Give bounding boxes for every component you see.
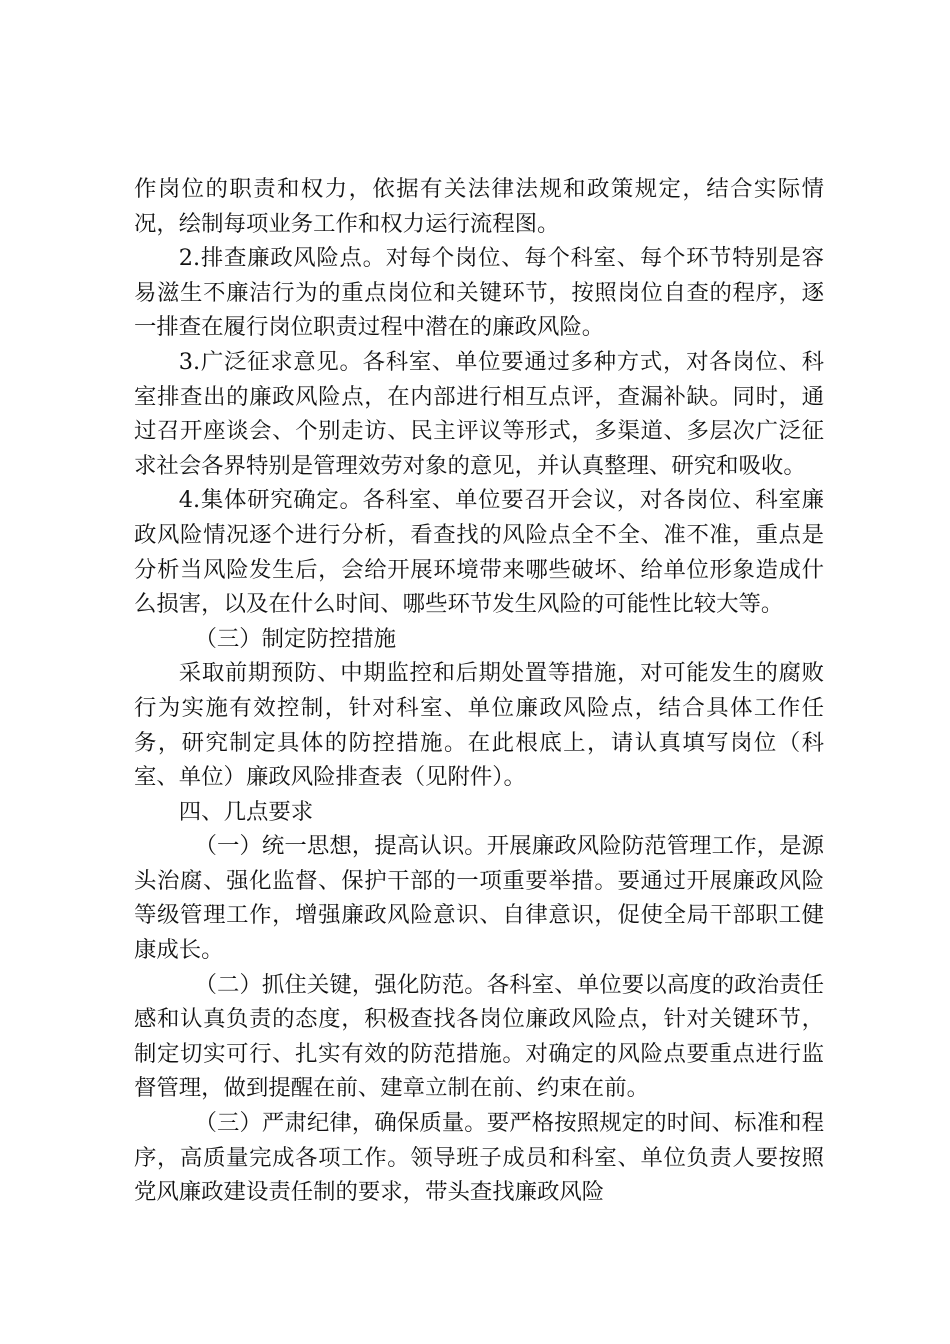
paragraph-item-2: 2.排查廉政风险点。对每个岗位、每个科室、每个环节特别是容易滋生不廉洁行为的重点岗位和关键环节，按照岗位自查的程序，逐一排查在履行岗位职责过程中潜在的廉政风险。 [134,245,824,341]
paragraph-item-3: 3.广泛征求意见。各科室、单位要通过多种方式，对各岗位、科室排查出的廉政风险点，在内部进行相互点评，查漏补缺。同时，通过召开座谈会、个别走访、民主评议等形式，多渠道、多层次广泛征求社会各界特别是管理效劳对象的意见，并认真整理、研究和吸收。 [134,348,824,479]
paragraph-continued: 作岗位的职责和权力，依据有关法律法规和政策规定，结合实际情况，绘制每项业务工作和权力运行流程图。 [134,176,824,237]
section-heading-requirements: 四、几点要求 [178,798,314,825]
paragraph-requirement-1: （一）统一思想，提高认识。开展廉政风险防范管理工作，是源头治腐、强化监督、保护干部的一项重要举措。要通过开展廉政风险等级管理工作，增强廉政风险意识、自律意识，促使全局干部职工健康成长。 [134,833,824,964]
section-heading-prevention-measures: （三）制定防控措施 [194,625,396,652]
paragraph-requirement-2: （二）抓住关键，强化防范。各科室、单位要以高度的政治责任感和认真负责的态度，积极查找各岗位廉政风险点，针对关键环节，制定切实可行、扎实有效的防范措施。对确定的风险点要重点进行监督管理，做到提醒在前、建章立制在前、约束在前。 [134,971,824,1102]
document-body [134,172,824,1210]
paragraph-requirement-3: （三）严肃纪律，确保质量。要严格按照规定的时间、标准和程序，高质量完成各项工作。领导班子成员和科室、单位负责人要按照党风廉政建设责任制的要求，带头查找廉政风险 [134,1110,824,1206]
paragraph-item-4: 4.集体研究确定。各科室、单位要召开会议，对各岗位、科室廉政风险情况逐个进行分析，看查找的风险点全不全、准不准，重点是分析当风险发生后，会给开展环境带来哪些破坏、给单位形象造成什么损害，以及在什么时间、哪些环节发生风险的可能性比较大等。 [134,487,824,618]
paragraph-prevention-measures: 采取前期预防、中期监控和后期处置等措施，对可能发生的腐败行为实施有效控制，针对科室、单位廉政风险点，结合具体工作任务，研究制定具体的防控措施。在此根底上，请认真填写岗位（科室、单位）廉政风险排查表（见附件）。 [134,660,824,791]
